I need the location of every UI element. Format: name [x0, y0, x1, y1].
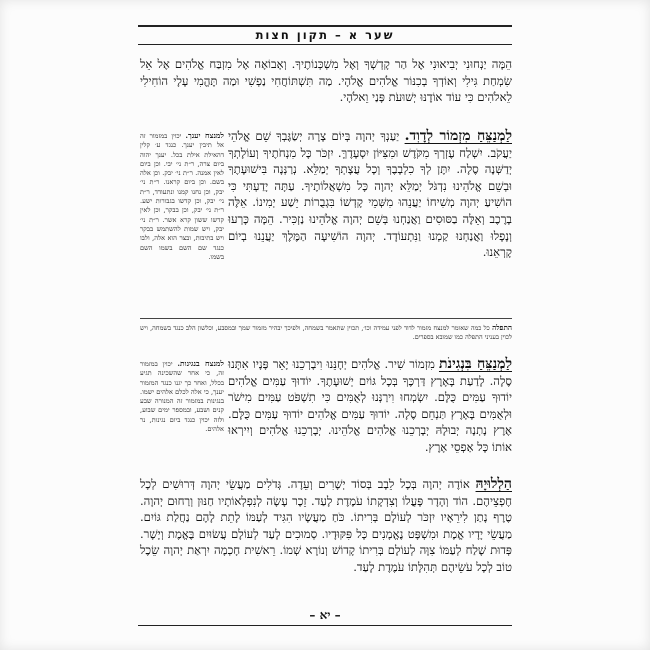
psalm20-commentary-lead: למנצח יענך. [185, 131, 224, 140]
psalm111-lead: הַלְלוּיָהּ [475, 476, 512, 492]
psalm20-commentary-text: יכוין במזמור זה אל תיבין יענך. כנגד ע׳ קלין דהאילת אילת בכל. יענך יהוה ביום צרה, ר״ת ני׳ יבי. וכן ביום לאין אמנה. ר״ת ני׳ יבק. וכן אלה בשם. וכן ביום קראנו. ר״ת ני׳ יבק, וכן נחנו קמנו ונתעודד, ר״ת ני׳ יבק, וכן קדשו בגבורות ישע. ר״ת ני׳ יבק, וכן בבקר, וכן לאין קדשו ששון קרא אשר. ר״ת ני׳ יבק, ויש שמות להשתמש בבקר ויש בתיבות, ובצר הוא אלה, ולבו כנגד שם השם בשמו השם בשמו. [140, 132, 224, 261]
footnote-lead: התפלה [492, 323, 512, 332]
footnote [140, 323, 512, 342]
psalm67-commentary-lead: למנצח בנגינות. [177, 359, 224, 368]
header-rule-top [138, 25, 512, 27]
page-number: – יא – [309, 608, 341, 622]
running-head: שער א – תקון חצות [255, 28, 395, 42]
psalm20-paragraph [228, 128, 512, 261]
footnote-rule [140, 318, 512, 319]
psalm20-text: יַעַנְךָ יְהוָה בְּיוֹם צָרָה יְשַׂגֶּבְךָ שֵׁם אֱלֹהֵי יַעֲקֹב. יִשְׁלַח עֶזְרְךָ מִקֹּדֶשׁ וּמִצִּיּוֹן יִסְעָדֶךָּ. יִזְכֹּר כָּל מִנְחֹתֶיךָ וְעוֹלָתְךָ יְדַשְּׁנֶה סֶלָה. יִתֶּן לְךָ כִלְבָבֶךָ וְכָל עֲצָתְךָ יְמַלֵּא. נְרַנְּנָה בִּישׁוּעָתֶךָ וּבְשֵׁם אֱלֹהֵינוּ נִדְגֹּל יְמַלֵּא יְהוָה כָּל מִשְׁאֲלוֹתֶיךָ. עַתָּה יָדַעְתִּי כִּי הוֹשִׁיעַ יְהוָה מְשִׁיחוֹ יַעֲנֵהוּ מִשְּׁמֵי קָדְשׁוֹ בִּגְבֻרוֹת יֵשַׁע יְמִינוֹ. אֵלֶּה בָרֶכֶב וְאֵלֶּה בַסּוּסִים וַאֲנַחְנוּ בְּשֵׁם יְהוָה אֱלֹהֵינוּ נַזְכִּיר. הֵמָּה כָּרְעוּ וְנָפָלוּ וַאֲנַחְנוּ קַמְנוּ וַנִּתְעוֹדָד. יְהוָה הוֹשִׁיעָה הַמֶּלֶךְ יַעֲנֵנוּ בְיוֹם קָרְאֵנוּ. [228, 129, 512, 260]
footer-rule [138, 625, 512, 626]
footnote-text: כל כמה שאומר למנצח מזמור לדוד לפני עמידה וכו׳, תכוין שתאמר בשמחה, ולפיכך יבהיר מזמור שמך ובמסבע, וכלשון הלב כנגד בשמחה, ויש לכוין בעניני התפלה כמו שמובא בספרים. [140, 324, 512, 341]
psalm67-text: מִזְמוֹר שִׁיר. אֱלֹהִים יְחָנֵּנוּ וִיבָרְכֵנוּ יָאֵר פָּנָיו אִתָּנוּ סֶלָה. לָדַעַת בָּאָרֶץ דַּרְכֶּךָ בְּכָל גּוֹיִם יְשׁוּעָתֶךָ. יוֹדוּךָ עַמִּים אֱלֹהִים יוֹדוּךָ עַמִּים כֻּלָּם. יִשְׂמְחוּ וִירַנְּנוּ לְאֻמִּים כִּי תִשְׁפֹּט עַמִּים מִישֹׁר וּלְאֻמִּים בָּאָרֶץ תַּנְחֵם סֶלָה. יוֹדוּךָ עַמִּים אֱלֹהִים יוֹדוּךָ עַמִּים כֻּלָּם. אֶרֶץ נָתְנָה יְבוּלָהּ יְבָרְכֵנוּ אֱלֹהִים אֱלֹהֵינוּ. יְבָרְכֵנוּ אֱלֹהִים וְיִירְאוּ אוֹתוֹ כָּל אַפְסֵי אָרֶץ. [228, 357, 512, 454]
psalm67-commentary-text: יכוין במזמור זה, כי אחר שהשכינה תגיע בכלל, ואחר כך יגנו כנגד המזמור יענך, כי אלה לכלם אלהים ישמו. בנגינות במזמור זה המנורה שבע קנים ושבע, ובמספר ימים שבוע, ולזה יכוין כנגד ביום נגינות, נר אלהים. [140, 360, 224, 434]
psalm111-paragraph [140, 476, 512, 576]
intro-text: הֵמָּה יַנְחוּנִי יְבִיאוּנִי אֶל הַר קָדְשְׁךָ וְאֶל מִשְׁכְּנוֹתֶיךָ. וְאָבוֹאָה אֶל מִזְבַּח אֱלֹהִים אֶל אֵל שִׂמְחַת גִּילִי וְאוֹדְךָ בְכִנּוֹר אֱלֹהִים אֱלֹהָי. מַה תִּשְׁתּוֹחֲחִי נַפְשִׁי וּמַה תֶּהֱמִי עָלָי הוֹחִילִי לֵאלֹהִים כִּי עוֹד אוֹדֶנּוּ יְשׁוּעֹת פָּנַי וֵאלֹהָי. [140, 57, 512, 105]
psalm67-commentary [140, 359, 224, 434]
header-rule-bottom [138, 44, 512, 45]
psalm20-lead: לַמְנַצֵּחַ מִזְמוֹר לְדָוִד. [404, 128, 512, 144]
psalm20-commentary [140, 131, 224, 262]
psalm67-lead: לַמְנַצֵּחַ בִּנְגִינֹת [438, 356, 512, 372]
psalm111-text: אוֹדֶה יְהוָה בְּכָל לֵבָב בְּסוֹד יְשָׁרִים וְעֵדָה. גְּדֹלִים מַעֲשֵׂי יְהוָה דְּרוּשִׁים לְכָל חֶפְצֵיהֶם. הוֹד וְהָדָר פָּעֳלוֹ וְצִדְקָתוֹ עֹמֶדֶת לָעַד. זֵכֶר עָשָׂה לְנִפְלְאוֹתָיו חַנּוּן וְרַחוּם יְהוָה. טֶרֶף נָתַן לִירֵאָיו יִזְכֹּר לְעוֹלָם בְּרִיתוֹ. כֹּחַ מַעֲשָׂיו הִגִּיד לְעַמּוֹ לָתֵת לָהֶם נַחֲלַת גּוֹיִם. מַעֲשֵׂי יָדָיו אֱמֶת וּמִשְׁפָּט נֶאֱמָנִים כָּל פִּקּוּדָיו. סְמוּכִים לָעַד לְעוֹלָם עֲשׂוּיִם בֶּאֱמֶת וְיָשָׁר. פְּדוּת שָׁלַח לְעַמּוֹ צִוָּה לְעוֹלָם בְּרִיתוֹ קָדוֹשׁ וְנוֹרָא שְׁמוֹ. רֵאשִׁית חָכְמָה יִרְאַת יְהוָה שֵׂכֶל טוֹב לְכָל עֹשֵׂיהֶם תְּהִלָּתוֹ עֹמֶדֶת לָעַד. [140, 477, 512, 574]
intro-paragraph [140, 56, 512, 106]
psalm67-paragraph [228, 356, 512, 456]
